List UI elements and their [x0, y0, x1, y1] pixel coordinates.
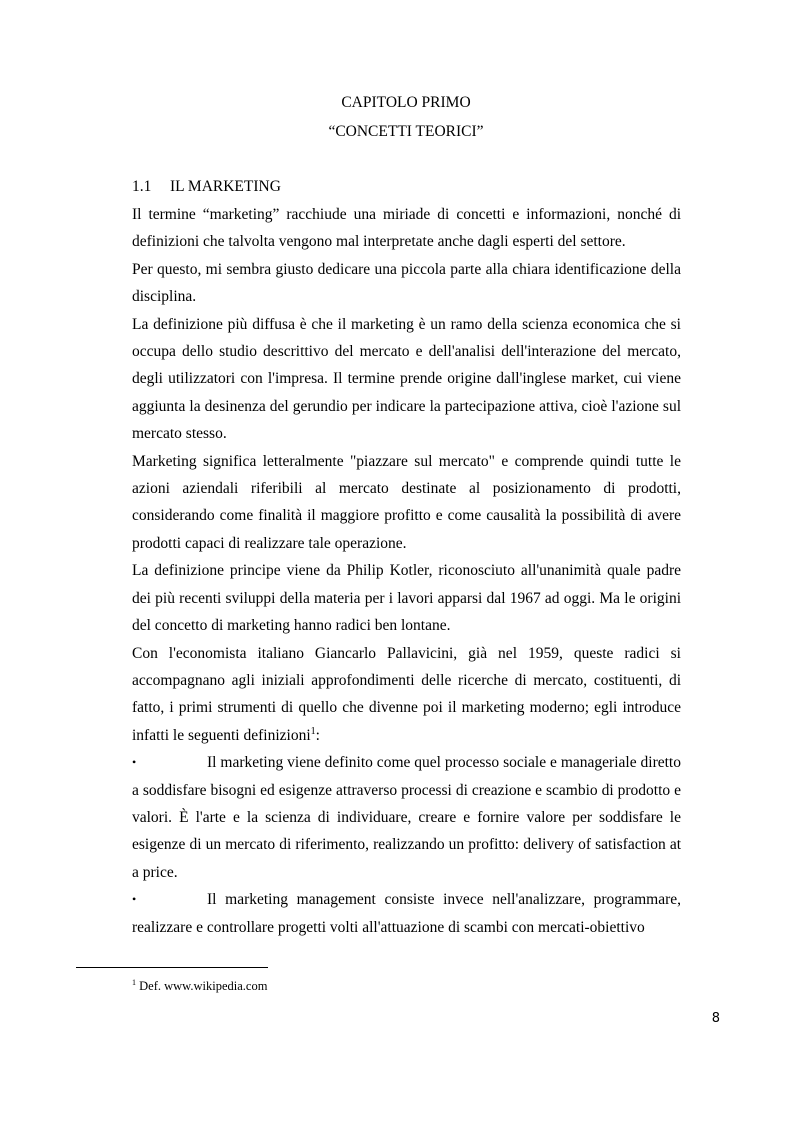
list-item-text: Il marketing viene definito come quel processo sociale e manageriale diretto a soddisfare bisogni ed esigenze attraverso processi di creazione e scambio di prodotto e valori. È l'arte e la scienza di individuare, creare e fornire valore per soddisfare le esigenze di un mercato di riferimento, realizzando un profitto: delivery of satisfaction at a price.: [132, 754, 681, 881]
footnote: [132, 974, 267, 995]
paragraph: Il termine “marketing” racchiude una miriade di concetti e informazioni, nonché di definizioni che talvolta vengono mal interpretate anche dagli esperti del settore.: [132, 206, 681, 251]
chapter-title: “CONCETTI TEORICI”: [328, 123, 484, 140]
chapter-label: CAPITOLO PRIMO: [341, 94, 471, 111]
footnote-number: 1: [132, 978, 136, 987]
section-title: IL MARKETING: [170, 178, 281, 195]
bullet-icon: •: [132, 755, 137, 770]
footnote-divider: [76, 967, 268, 968]
paragraph: La definizione più diffusa è che il marketing è un ramo della scienza economica che si occupa dello studio descrittivo del mercato e dell'analisi dell'interazione del mercato, degli utilizzatori con l'impresa. Il termine prende origine dall'inglese market, cui viene aggiunta la desinenza del gerundio per indicare la partecipazione attiva, cioè l'azione sul mercato stesso.: [132, 315, 681, 443]
section-number: 1.1: [132, 178, 152, 195]
list-item-text: Il marketing management consiste invece nell'analizzare, programmare, realizzare e controllare progetti volti all'attuazione di scambi con mercati-obiettivo: [132, 891, 681, 936]
list-item: [132, 886, 681, 941]
paragraph: Per questo, mi sembra giusto dedicare una piccola parte alla chiara identificazione della disciplina.: [132, 260, 681, 306]
paragraph: Marketing significa letteralmente "piazzare sul mercato" e comprende quindi tutte le azioni aziendali riferibili al mercato destinate al posizionamento di prodotti, considerando come finalità il maggiore profitto e come causalità la possibilità di avere prodotti capaci di realizzare tale operazione.: [132, 452, 681, 552]
bullet-icon: •: [132, 892, 137, 907]
page-number: 8: [711, 1011, 720, 1026]
paragraph: [132, 640, 681, 750]
footnote-reference[interactable]: 1: [310, 725, 316, 737]
list-item: [132, 749, 681, 886]
paragraph-trailing: :: [315, 726, 320, 744]
paragraph-text: Con l'economista italiano Giancarlo Pallavicini, già nel 1959, queste radici si accompagnano agli iniziali approfondimenti delle ricerche di mercato, costituenti, di fatto, i primi strumenti di quello che divenne poi il marketing moderno; egli introduce infatti le seguenti definizioni: [132, 644, 681, 744]
footnote-text: Def. www.wikipedia.com: [139, 979, 268, 994]
section-heading: [132, 177, 281, 197]
paragraph: La definizione principe viene da Philip Kotler, riconosciuto all'unanimità quale padre dei più recenti sviluppi della materia per i lavori apparsi dal 1967 ad oggi. Ma le origini del concetto di marketing hanno radici ben lontane.: [132, 562, 681, 635]
definitions-list: [132, 749, 681, 941]
body-text: [132, 201, 681, 941]
